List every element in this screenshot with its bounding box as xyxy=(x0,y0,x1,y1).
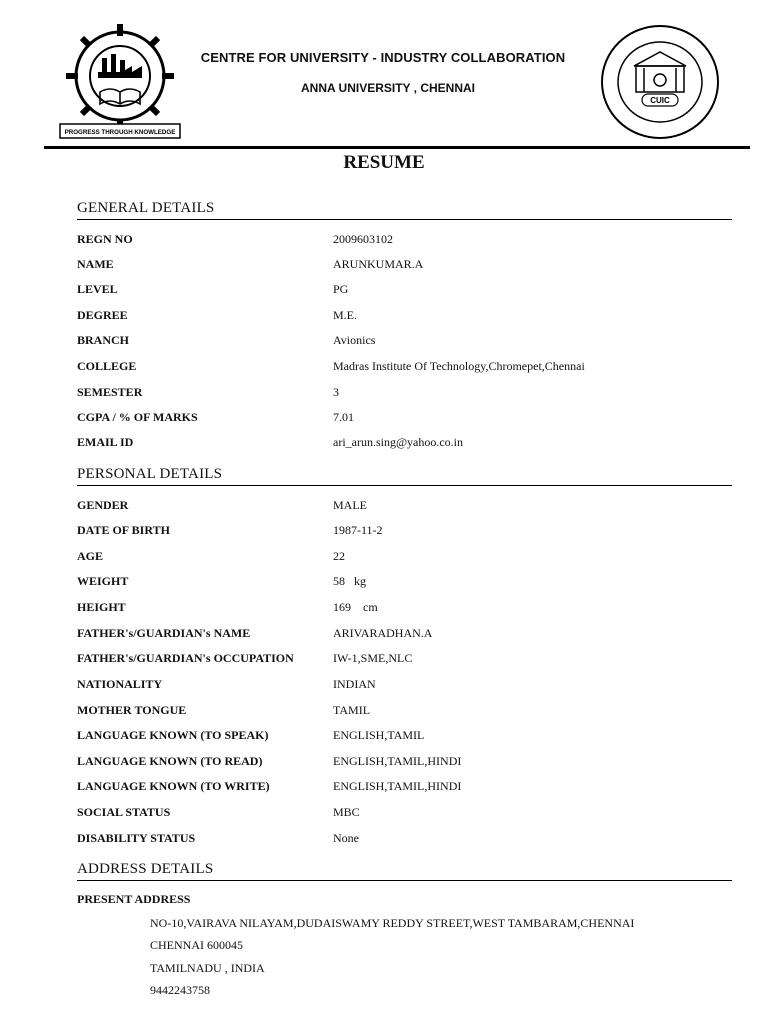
field-label: HEIGHT xyxy=(77,600,126,614)
phone-number: 9442243758 xyxy=(150,983,210,997)
emblem-motto: PROGRESS THROUGH KNOWLEDGE xyxy=(64,129,176,136)
email-value: ari_arun.sing@yahoo.co.in xyxy=(333,435,464,449)
personal-row xyxy=(77,574,732,594)
field-label: FATHER's/GUARDIAN's OCCUPATION xyxy=(77,651,294,665)
section-heading-personal: PERSONAL DETAILS xyxy=(77,466,732,486)
address-line: CHENNAI 600045 xyxy=(150,938,243,952)
anna-university-emblem-icon xyxy=(58,20,182,142)
general-row xyxy=(77,257,732,277)
general-row xyxy=(77,333,732,353)
field-value: TAMIL xyxy=(333,703,371,717)
field-label: AGE xyxy=(77,549,104,563)
field-value: Madras Institute Of Technology,Chromepet,Chennai xyxy=(333,359,585,373)
personal-row xyxy=(77,549,732,569)
field-value: ARUNKUMAR.A xyxy=(333,257,424,271)
present-address-label: PRESENT ADDRESS xyxy=(77,892,191,906)
field-value: PG xyxy=(333,282,349,296)
field-label: DATE OF BIRTH xyxy=(77,523,170,537)
field-value: 7.01 xyxy=(333,410,354,424)
field-label: SOCIAL STATUS xyxy=(77,805,171,819)
general-row xyxy=(77,359,732,379)
header-organization: CENTRE FOR UNIVERSITY - INDUSTRY COLLABORATION xyxy=(200,50,566,65)
field-label: GENDER xyxy=(77,498,129,512)
general-row xyxy=(77,232,732,252)
field-label: DEGREE xyxy=(77,308,128,322)
general-row xyxy=(77,308,732,328)
field-label: NATIONALITY xyxy=(77,677,163,691)
general-row xyxy=(77,385,732,405)
field-value: ENGLISH,TAMIL,HINDI xyxy=(333,754,462,768)
general-row xyxy=(77,410,732,430)
header-university: ANNA UNIVERSITY , CHENNAI xyxy=(300,81,476,95)
personal-row xyxy=(77,754,732,774)
field-value: None xyxy=(333,831,359,845)
field-label: FATHER's/GUARDIAN's NAME xyxy=(77,626,251,640)
field-value: MALE xyxy=(333,498,367,512)
cuic-seal-icon xyxy=(598,22,722,142)
field-value: 1987-11-2 xyxy=(333,523,383,537)
address-line: NO-10,VAIRAVA NILAYAM,DUDAISWAMY REDDY STREET,WEST TAMBARAM,CHENNAI xyxy=(150,916,635,930)
field-label: LANGUAGE KNOWN (TO SPEAK) xyxy=(77,728,269,742)
general-row xyxy=(77,435,732,455)
field-label: MOTHER TONGUE xyxy=(77,703,187,717)
field-label: CGPA / % OF MARKS xyxy=(77,410,198,424)
field-value: ARIVARADHAN.A xyxy=(333,626,433,640)
personal-row xyxy=(77,523,732,543)
personal-row xyxy=(77,779,732,799)
address-line: TAMILNADU , INDIA xyxy=(150,961,265,975)
personal-row xyxy=(77,728,732,748)
field-value: Avionics xyxy=(333,333,376,347)
field-value: ENGLISH,TAMIL,HINDI xyxy=(333,779,462,793)
field-value: 58 kg xyxy=(333,574,366,588)
field-label: BRANCH xyxy=(77,333,130,347)
letterhead xyxy=(0,0,768,150)
field-value: 2009603102 xyxy=(333,232,393,246)
field-value: M.E. xyxy=(333,308,357,322)
personal-row xyxy=(77,677,732,697)
field-label: LANGUAGE KNOWN (TO READ) xyxy=(77,754,263,768)
personal-row xyxy=(77,805,732,825)
field-value: IW-1,SME,NLC xyxy=(333,651,413,665)
field-label: COLLEGE xyxy=(77,359,137,373)
cuic-seal-label: CUIC xyxy=(650,96,670,105)
field-value: INDIAN xyxy=(333,677,376,691)
field-label: EMAIL ID xyxy=(77,435,134,449)
field-label: NAME xyxy=(77,257,114,271)
document-title: RESUME xyxy=(343,152,425,173)
field-label: WEIGHT xyxy=(77,574,129,588)
personal-row xyxy=(77,498,732,518)
personal-row xyxy=(77,831,732,851)
field-label: SEMESTER xyxy=(77,385,143,399)
field-value: 3 xyxy=(333,385,339,399)
section-heading-general: GENERAL DETAILS xyxy=(77,200,732,220)
field-label: LEVEL xyxy=(77,282,118,296)
field-value: 22 xyxy=(333,549,345,563)
field-label: REGN NO xyxy=(77,232,133,246)
personal-row xyxy=(77,600,732,620)
field-label: LANGUAGE KNOWN (TO WRITE) xyxy=(77,779,270,793)
general-row xyxy=(77,282,732,302)
field-label: DISABILITY STATUS xyxy=(77,831,196,845)
field-value: ENGLISH,TAMIL xyxy=(333,728,425,742)
section-heading-address: ADDRESS DETAILS xyxy=(77,861,732,881)
personal-row xyxy=(77,703,732,723)
personal-row xyxy=(77,651,732,671)
header-divider xyxy=(44,146,750,149)
field-value: MBC xyxy=(333,805,360,819)
field-value: 169 cm xyxy=(333,600,378,614)
personal-row xyxy=(77,626,732,646)
